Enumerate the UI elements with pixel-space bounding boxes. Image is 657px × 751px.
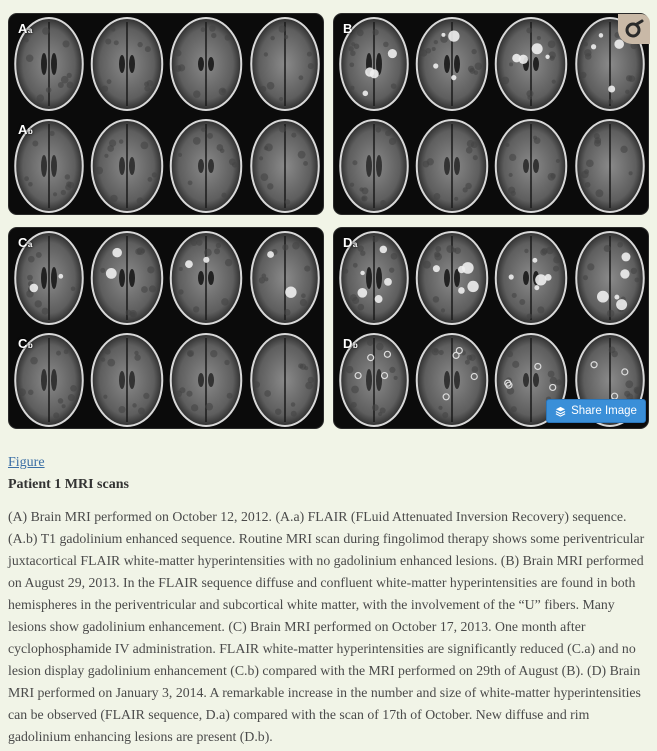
figure-link[interactable]: Figure <box>8 455 45 470</box>
lens-icon <box>623 18 645 40</box>
mri-panel-a <box>8 13 324 215</box>
share-image-button[interactable] <box>546 399 646 423</box>
figure-caption: (A) Brain MRI performed on October 12, 2012. (A.a) FLAIR (FLuid Attenuated Inversion Recovery) sequence. (A.b) T1 gadolinium enhanced sequence. Routine MRI scan during fingolimod therapy shows some periventricular juxtacortical FLAIR white-matter hyperintensities with no gadolinium enhanced lesions. (B) Brain MRI performed on August 29, 2013. In the FLAIR sequence diffuse and confluent white-matter hyperintensities are found in both hemispheres in the periventricular and subcortical white matter, with the involvement of the “U” fibers. Many lesions show gadolinium enhancement. (C) Brain MRI performed on October 17, 2013. One month after cyclophosphamide IV administration. FLAIR white-matter hyperintensities are significantly reduced (C.a) and no lesion display gadolinium enhancement (C.b) compared with the MRI performed on 29th of August (B). (D) Brain MRI performed on January 3, 2014. A remarkable increase in the number and size of white-matter hyperintensities can be observed (FLAIR sequence, D.a) compared with the scan of 17th of October. New diffuse and rim gadolinium enhancing lesions are present (D.b). <box>8 509 645 744</box>
mri-panel-c <box>8 227 324 429</box>
mri-slices-a <box>9 14 324 215</box>
panel-label-c-top: Ca <box>18 235 33 250</box>
panel-label-d-top: Da <box>343 235 358 250</box>
layers-icon <box>555 406 566 417</box>
mri-slices-b <box>334 14 649 215</box>
panel-label-b-top: B <box>343 21 353 36</box>
panel-label-a-top: Aa <box>18 21 33 36</box>
corner-badge[interactable] <box>618 14 650 44</box>
figure-title: Patient 1 MRI scans <box>8 477 129 492</box>
panel-label-d-bottom: Db <box>343 336 359 351</box>
mri-slices-c <box>9 228 324 429</box>
figure-caption-block <box>8 452 648 748</box>
mri-panel-b <box>333 13 649 215</box>
share-image-label: Share Image <box>571 405 637 417</box>
panel-label-c-bottom: Cb <box>18 336 34 351</box>
panel-label-a-bottom: Ab <box>18 122 34 137</box>
